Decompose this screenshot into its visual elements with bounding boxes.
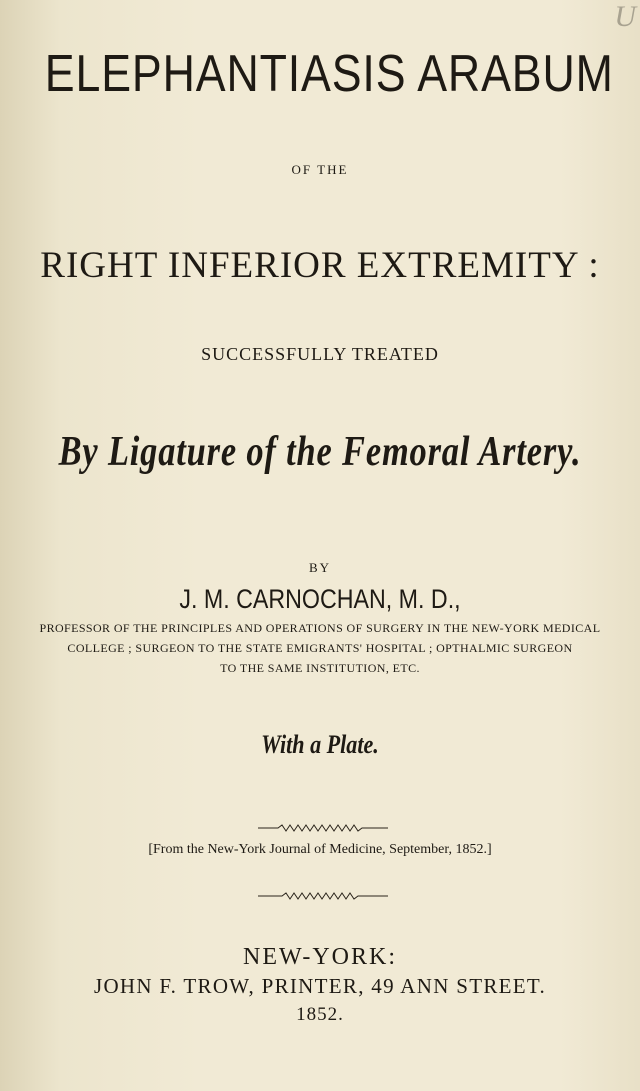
wavy-rule-top xyxy=(258,822,388,834)
main-title: ELEPHANTIASIS ARABUM xyxy=(44,45,614,103)
blackletter-subtitle: By Ligature of the Femoral Artery. xyxy=(58,429,582,475)
credentials-line: PROFESSOR OF THE PRINCIPLES AND OPERATIONS OF SURGERY IN THE NEW-YORK MEDICAL xyxy=(39,621,601,635)
credentials-line: TO THE SAME INSTITUTION, ETC. xyxy=(220,661,420,675)
author-credentials xyxy=(0,618,640,678)
credentials-line: COLLEGE ; SURGEON TO THE STATE EMIGRANTS' HOSPITAL ; OPTHALMIC SURGEON xyxy=(67,641,573,655)
corner-handwritten-mark: U xyxy=(614,0,636,33)
source-citation: [From the New-York Journal of Medicine, September, 1852.] xyxy=(148,842,492,857)
with-plate-line: With a Plate. xyxy=(261,730,379,759)
imprint-year: 1852. xyxy=(296,1004,344,1025)
wavy-rule-bottom xyxy=(258,890,388,902)
imprint-printer: JOHN F. TROW, PRINTER, 49 ANN STREET. xyxy=(93,974,547,998)
imprint-city: NEW-YORK: xyxy=(243,944,397,970)
subtitle-extremity: RIGHT INFERIOR EXTREMITY : xyxy=(40,245,600,286)
connector-of-the: OF THE xyxy=(291,162,349,177)
treated-line: SUCCESSFULLY TREATED xyxy=(201,344,439,364)
by-label: BY xyxy=(308,560,332,575)
author-name: J. M. CARNOCHAN, M. D., xyxy=(179,584,461,614)
